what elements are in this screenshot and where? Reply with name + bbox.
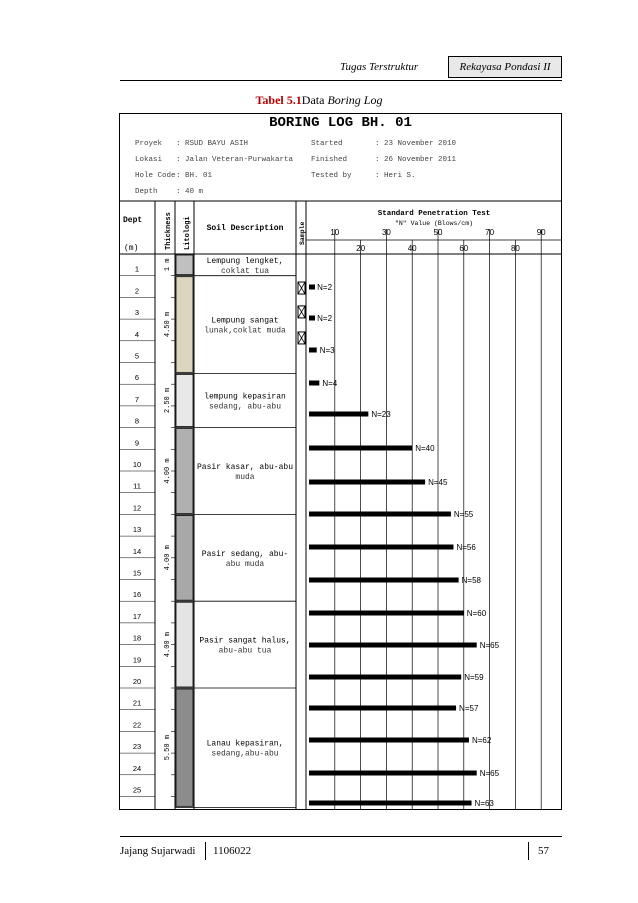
info-label: Depth bbox=[135, 188, 158, 196]
spt-value-label: N=4 bbox=[322, 379, 338, 388]
subject-box: Rekayasa Pondasi II bbox=[448, 56, 562, 78]
litologi-fill bbox=[176, 277, 193, 373]
scale-bottom-label: 60 bbox=[459, 244, 469, 253]
spt-value-label: N=65 bbox=[479, 641, 500, 650]
info-value: : BH. 01 bbox=[176, 172, 213, 180]
info-label-2: Tested by bbox=[311, 172, 352, 180]
spt-bar bbox=[309, 381, 319, 386]
layer-description-line1: Lanau kepasiran, bbox=[206, 739, 284, 749]
layer-description-line2: lunak,coklat muda bbox=[204, 326, 286, 336]
litologi-fill bbox=[176, 255, 193, 275]
litologi-header: Litologi bbox=[184, 216, 192, 250]
spt-value-label: N=65 bbox=[479, 769, 500, 778]
layer-description-line1: Lempung lengket, bbox=[206, 257, 284, 266]
layer-description-line1: lempung kepasiran bbox=[204, 392, 286, 402]
depth-label: 10 bbox=[132, 460, 142, 469]
spt-bar bbox=[309, 738, 469, 743]
info-label-2: Finished bbox=[311, 156, 348, 164]
depth-label: 12 bbox=[132, 503, 142, 513]
spt-bar bbox=[309, 412, 368, 417]
scale-top-label: 10 bbox=[330, 228, 340, 237]
spt-bar bbox=[309, 316, 315, 321]
info-label: Lokasi bbox=[135, 156, 163, 164]
depth-label: 22 bbox=[132, 720, 142, 730]
footer-nim: 1106022 bbox=[213, 845, 252, 857]
layer-thickness: 4.50 m bbox=[164, 311, 172, 338]
dept-header: Dept bbox=[123, 216, 143, 225]
caption-text: Data bbox=[301, 93, 328, 107]
layer-thickness: 1 m bbox=[164, 258, 172, 272]
info-label: Hole Code bbox=[135, 172, 176, 180]
depth-label: 9 bbox=[134, 438, 140, 448]
spt-value-label: N=2 bbox=[317, 314, 333, 323]
spt-bar bbox=[309, 643, 477, 648]
layer-description-line2: abu muda bbox=[225, 559, 265, 569]
layer-description-line2: sedang,abu-abu bbox=[211, 749, 279, 759]
author-name: Jajang Sujarwadi bbox=[120, 845, 196, 857]
depth-label: 14 bbox=[132, 546, 142, 556]
layer-description-line2: muda bbox=[235, 473, 255, 482]
layer-description-line1: Pasir sedang, abu- bbox=[201, 549, 289, 559]
depth-label: 7 bbox=[134, 394, 140, 404]
layer-thickness: 5.50 m bbox=[164, 735, 172, 761]
spt-bar bbox=[309, 512, 451, 517]
depth-label: 15 bbox=[132, 568, 142, 578]
scale-top-label: 30 bbox=[381, 228, 391, 237]
spt-value-label: N=40 bbox=[415, 444, 435, 453]
spt-header: Standard Penetration Test bbox=[377, 210, 491, 218]
spt-bar bbox=[309, 771, 477, 776]
footer-separator bbox=[205, 842, 206, 860]
litologi-fill bbox=[176, 429, 193, 514]
depth-label: 17 bbox=[132, 611, 142, 621]
info-value: : 40 m bbox=[176, 188, 204, 196]
layer-thickness: 4.00 m bbox=[164, 545, 172, 571]
spt-value-label: N=59 bbox=[464, 673, 484, 682]
info-label-2: Started bbox=[311, 140, 343, 148]
spt-value-label: N=3 bbox=[319, 346, 335, 355]
course-title: Tugas Terstruktur bbox=[340, 61, 419, 73]
spt-value-label: N=55 bbox=[453, 510, 474, 519]
depth-label: 3 bbox=[134, 308, 140, 318]
info-value: : Jalan Veteran-Purwakarta bbox=[176, 156, 294, 164]
footer-rule bbox=[120, 836, 562, 837]
litologi-fill bbox=[176, 602, 193, 687]
depth-label: 6 bbox=[134, 373, 140, 383]
scale-top-label: 50 bbox=[433, 228, 443, 237]
spt-value-label: N=2 bbox=[317, 283, 333, 292]
spt-bar bbox=[309, 675, 461, 680]
spt-bar bbox=[309, 446, 412, 451]
depth-unit-header: (m) bbox=[124, 244, 139, 253]
caption-italic: Boring Log bbox=[327, 93, 383, 107]
n-value-header: "N" Value (Blows/cm) bbox=[394, 220, 474, 227]
spt-value-label: N=63 bbox=[474, 799, 494, 808]
depth-label: 8 bbox=[134, 416, 140, 426]
footer-separator-2 bbox=[528, 842, 529, 860]
depth-label: 11 bbox=[133, 481, 141, 491]
depth-label: 4 bbox=[134, 329, 140, 339]
page-number: 57 bbox=[538, 845, 549, 857]
spt-value-label: N=23 bbox=[371, 410, 391, 419]
depth-label: 24 bbox=[132, 763, 142, 773]
layer-thickness: 2.50 m bbox=[164, 387, 172, 414]
footer-author bbox=[120, 845, 195, 857]
litologi-fill bbox=[176, 689, 193, 806]
scale-top-label: 90 bbox=[536, 228, 546, 237]
spt-value-label: N=62 bbox=[471, 736, 492, 745]
scale-bottom-label: 40 bbox=[407, 244, 417, 253]
info-value-2: : 23 November 2010 bbox=[375, 140, 457, 148]
spt-bar bbox=[309, 611, 464, 616]
spt-value-label: N=60 bbox=[466, 609, 487, 618]
thickness-header: Thickness bbox=[165, 212, 173, 250]
info-value: : RSUD BAYU ASIH bbox=[176, 140, 249, 148]
spt-bar bbox=[309, 706, 456, 711]
depth-label: 1 bbox=[134, 264, 140, 274]
layer-description-line2: sedang, abu-abu bbox=[208, 402, 282, 412]
info-label: Proyek bbox=[135, 140, 163, 148]
spt-value-label: N=58 bbox=[461, 576, 481, 585]
spt-value-label: N=56 bbox=[456, 543, 476, 552]
depth-label: 18 bbox=[132, 633, 142, 643]
spt-bar bbox=[309, 578, 459, 583]
spt-bar bbox=[309, 348, 317, 353]
depth-label: 19 bbox=[132, 655, 142, 665]
info-value-2: : Heri S. bbox=[375, 172, 416, 180]
layer-description-line2: coklat tua bbox=[220, 267, 270, 276]
depth-label: 2 bbox=[134, 286, 140, 296]
layer-description-line1: Lempung sangat bbox=[211, 316, 279, 326]
layer-thickness: 4.00 m bbox=[164, 458, 172, 484]
depth-label: 13 bbox=[132, 525, 142, 535]
layer-thickness: 4.00 m bbox=[164, 631, 172, 658]
litologi-fill bbox=[176, 374, 193, 426]
spt-bar bbox=[309, 801, 472, 806]
depth-label: 21 bbox=[132, 698, 142, 708]
spt-bar bbox=[309, 480, 425, 485]
scale-bottom-label: 20 bbox=[356, 244, 366, 253]
depth-label: 16 bbox=[132, 590, 142, 600]
layer-description-line1: Pasir kasar, abu-abu bbox=[196, 463, 294, 472]
litologi-fill bbox=[176, 515, 193, 600]
depth-label: 25 bbox=[132, 785, 142, 795]
scale-top-label: 70 bbox=[485, 228, 495, 237]
depth-label: 20 bbox=[132, 677, 142, 686]
boring-log-title: BORING LOG BH. 01 bbox=[269, 115, 412, 131]
spt-value-label: N=57 bbox=[459, 704, 479, 713]
caption-label: Tabel 5.1 bbox=[255, 93, 302, 107]
depth-label: 5 bbox=[134, 351, 140, 361]
info-value-2: : 26 November 2011 bbox=[375, 156, 457, 164]
layer-description-line2: abu-abu tua bbox=[218, 646, 272, 656]
spt-value-label: N=45 bbox=[428, 478, 448, 487]
layer-description-line1: Pasir sangat halus, bbox=[199, 636, 291, 646]
spt-bar bbox=[309, 285, 315, 290]
sample-header: Sample bbox=[299, 221, 306, 245]
depth-label: 23 bbox=[132, 742, 142, 752]
scale-bottom-label: 80 bbox=[510, 244, 520, 253]
spt-bar bbox=[309, 545, 453, 550]
soil-description-header: Soil Description bbox=[206, 224, 284, 233]
